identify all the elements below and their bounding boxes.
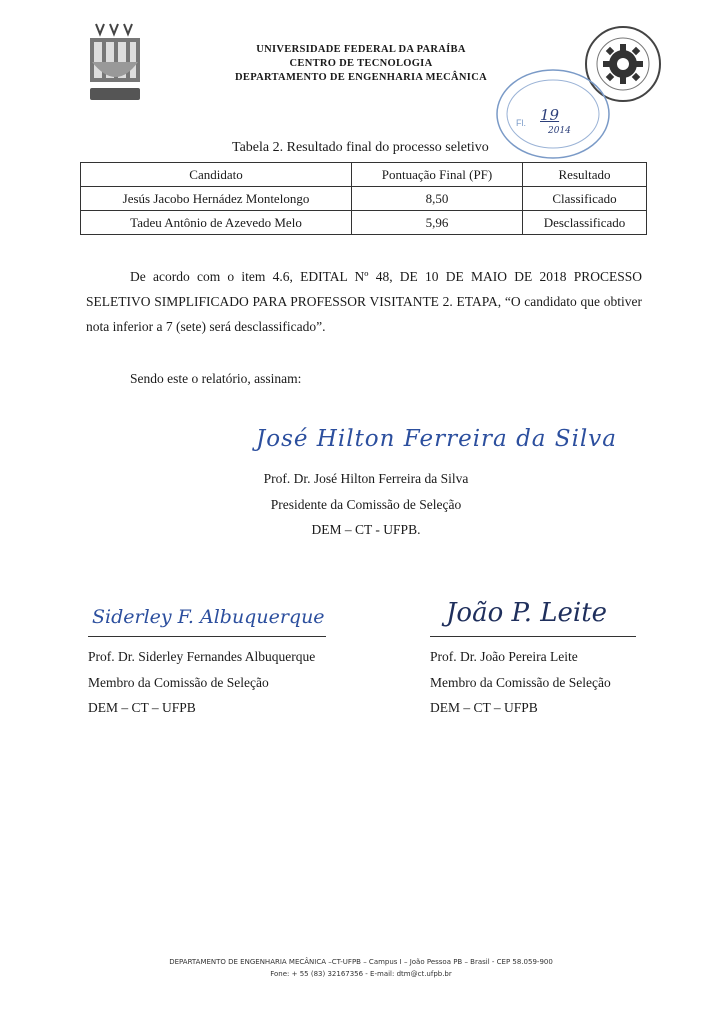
member1-signature: Siderley F. Albuquerque — [92, 606, 325, 628]
footer-contact: Fone: + 55 (83) 32167356 - E-mail: dtm@ct.ufpb.br — [270, 970, 452, 978]
header-department: DEPARTAMENTO DE ENGENHARIA MECÂNICA — [235, 72, 487, 83]
president-role: Presidente da Comissão de Seleção — [270, 497, 462, 512]
president-dept: DEM – CT - UFPB. — [311, 522, 421, 537]
table-cell: 5,96 — [352, 211, 523, 235]
member2-signature-line — [430, 636, 636, 637]
footer-address: DEPARTAMENTO DE ENGENHARIA MECÂNICA –CT-UFPB – Campus I – João Pessoa PB – Brasil - CEP 58.059-900 — [169, 958, 553, 966]
stamp-folio-label: Fl. — [516, 118, 526, 128]
table-cell: Jesús Jacobo Hernádez Montelongo — [81, 187, 352, 211]
table-cell: 8,50 — [352, 187, 523, 211]
table-header-row — [81, 163, 647, 187]
table-cell: Classificado — [523, 187, 647, 211]
member2-dept: DEM – CT – UFPB — [430, 700, 538, 715]
results-table — [80, 162, 647, 235]
member2-name: Prof. Dr. João Pereira Leite — [430, 649, 578, 664]
column-header: Resultado — [523, 163, 647, 187]
header-center: CENTRO DE TECNOLOGIA — [289, 58, 433, 69]
stamp-handwritten-mark: 2014 — [548, 126, 571, 136]
header-university: UNIVERSIDADE FEDERAL DA PARAÍBA — [256, 44, 466, 55]
member2-role: Membro da Comissão de Seleção — [430, 675, 611, 690]
president-name: Prof. Dr. José Hilton Ferreira da Silva — [263, 471, 469, 486]
president-signature: José Hilton Ferreira da Silva — [256, 426, 617, 452]
column-header: Pontuação Final (PF) — [352, 163, 523, 187]
body-paragraph: De acordo com o item 4.6, EDITAL Nº 48, DE 10 DE MAIO DE 2018 PROCESSO SELETIVO SIMPLIFICADO PARA PROFESSOR VISITANTE 2. ETAPA, “O candidato que obtiver nota inferior a 7 (sete) será desclassificado”. — [86, 269, 642, 334]
table-cell: Desclassificado — [523, 211, 647, 235]
stamp-folio-number: 19 — [540, 106, 560, 124]
table-row — [81, 187, 647, 211]
closing-sentence: Sendo este o relatório, assinam: — [130, 371, 302, 386]
member1-dept: DEM – CT – UFPB — [88, 700, 196, 715]
table-caption: Tabela 2. Resultado final do processo seletivo — [232, 140, 489, 155]
member1-name: Prof. Dr. Siderley Fernandes Albuquerque — [88, 649, 316, 664]
table-row — [81, 211, 647, 235]
member2-signature: João P. Leite — [446, 598, 608, 628]
column-header: Candidato — [81, 163, 352, 187]
member1-signature-line — [88, 636, 326, 637]
protocol-stamp — [494, 66, 612, 162]
member1-role: Membro da Comissão de Seleção — [88, 675, 269, 690]
table-cell: Tadeu Antônio de Azevedo Melo — [81, 211, 352, 235]
